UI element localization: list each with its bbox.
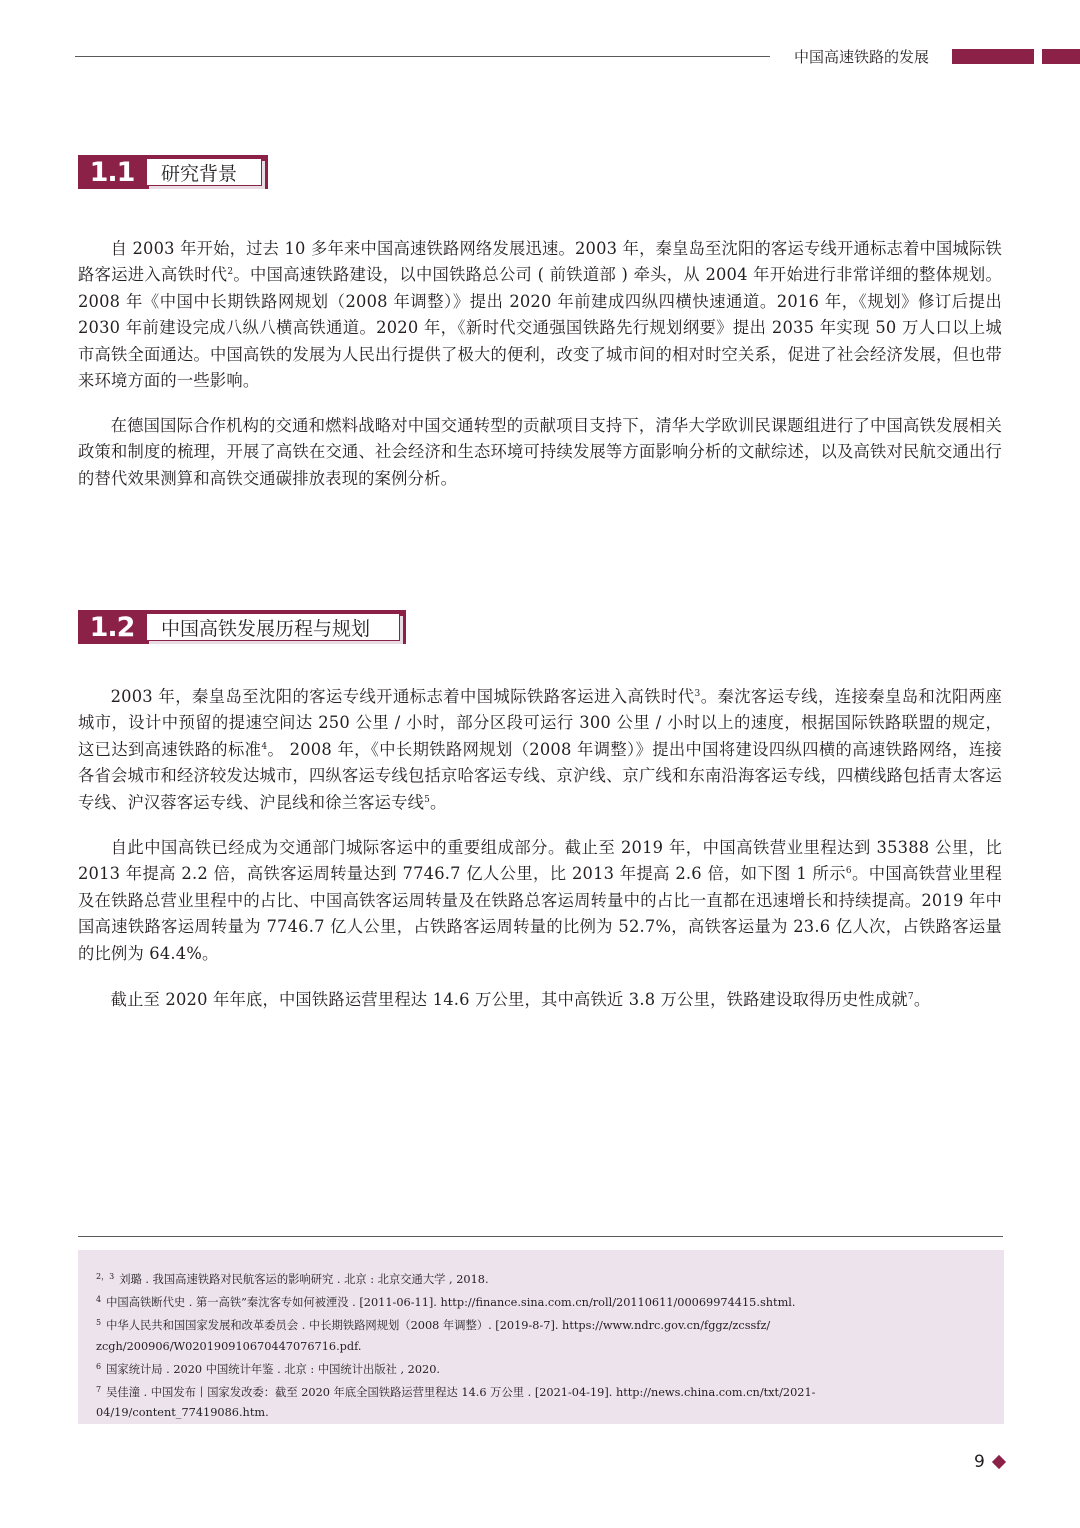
footnote-item-continuation: zcgh/200906/W020190910670447076716.pdf. (96, 1339, 362, 1353)
footnote-ref: 6 (845, 866, 852, 877)
footnote-ref: 5 (424, 794, 431, 805)
footnote-item: $^5$ 中华人民共和国国家发展和改革委员会 . 中长期铁路网规划（2008 年调整）. [2019-8-7]. https://www.ndrc.gov.cn/fggz/zcssfz/ (96, 1318, 771, 1333)
header-rule (75, 56, 770, 57)
section-title: 中国高铁发展历程与规划 (146, 613, 400, 641)
footnote-ref: 2 (227, 267, 234, 278)
running-header-title: 中国高速铁路的发展 (794, 48, 930, 66)
paragraph-1-1-a: 自 2003 年开始，过去 10 多年来中国高速铁路网络发展迅速。2003 年，秦皇岛至沈阳的客运专线开通标志着中国城际铁路客运进入高铁时代$^2$。中国高速铁路建设，以中国铁路总公司 ( 前铁道部 ) 牵头，从 2004 年开始进行非常详细的整体规划。2008 年《中国中长期铁路网规划（2008 年调整）》提出 2020 年前建成四纵四横快速通道。2016 年，《规划》修订后提出 2030 年前建设完成八纵八横高铁通道。2020 年，《新时代交通强国铁路先行规划纲要》提出 2035 年实现 50 万人口以上城市高铁全面通达。中国高铁的发展为人民出行提供了极大的便利，改变了城市间的相对时空关系，促进了社会经济发展，但也带来环境方面的一些影响。 (78, 239, 1002, 391)
section-number: 1.1 (78, 155, 146, 189)
section-title: 研究背景 (146, 158, 262, 186)
section-number: 1.2 (78, 610, 146, 644)
footnote-list (96, 1267, 976, 1423)
paragraph-1-2-c: 截止至 2020 年年底，中国铁路运营里程达 14.6 万公里，其中高铁近 3.8 万公里，铁路建设取得历史性成就$^7$。 (110, 990, 931, 1009)
header-accent-bar-small (1042, 49, 1080, 64)
footnote-item: $^{2,3}$ 刘璐 . 我国高速铁路对民航客运的影响研究 . 北京 : 北京交通大学 , 2018. (96, 1272, 489, 1286)
footnote-item: $^4$ 中国高铁断代史 . 第一高铁”秦沈客专如何被湮没 . [2011-06-11]. http://finance.sina.com.cn/roll/20110611/00069974415.shtml. (96, 1295, 796, 1310)
footnote-ref: 4 (261, 741, 268, 752)
page-number: 9 (974, 1452, 985, 1472)
diamond-icon (992, 1455, 1006, 1469)
footnote-item: $^6$ 国家统计局 . 2020 中国统计年鉴 . 北京 : 中国统计出版社 , 2020. (96, 1361, 441, 1376)
section-heading-1-2 (78, 610, 406, 644)
paragraph-1-2-a: 2003 年，秦皇岛至沈阳的客运专线开通标志着中国城际铁路客运进入高铁时代$^3$。秦沈客运专线，连接秦皇岛和沈阳两座城市，设计中预留的提速空间达 250 公里 / 小时，部分区段可运行 300 公里 / 小时以上的速度，根据国际铁路联盟的规定，这已达到高速铁路的标准$^4$。 2008 年，《中长期铁路网规划（2008 年调整）》提出中国将建设四纵四横的高速铁路网络，连接各省会城市和经济较发达城市，四纵客运专线包括京哈客运专线、京沪线、京广线和东南沿海客运专线，四横线路包括青太客运专线、沪汉蓉客运专线、沪昆线和徐兰客运专线$^5$。 (78, 687, 1002, 812)
footnote-ref: 3 (694, 689, 701, 699)
footnote-item: $^7$ 吴佳潼 . 中国发布丨国家发改委：截至 2020 年底全国铁路运营里程达 14.6 万公里 . [2021-04-19]. http://news.china.com.cn/txt/2021- (96, 1385, 816, 1400)
paragraph-1-1-b: 在德国国际合作机构的交通和燃料战略对中国交通转型的贡献项目支持下，清华大学欧训民课题组进行了中国高铁发展相关政策和制度的梳理，开展了高铁在交通、社会经济和生态环境可持续发展等方面影响分析的文献综述，以及高铁对民航交通出行的替代效果测算和高铁交通碳排放表现的案例分析。 (78, 416, 1002, 488)
footnote-ref: 7 (907, 992, 914, 1002)
footnote-item-continuation: 04/19/content_77419086.htm. (96, 1406, 269, 1420)
section-heading-1-1 (78, 155, 268, 189)
paragraph-1-2-b: 自此中国高铁已经成为交通部门城际客运中的重要组成部分。截止至 2019 年，中国高铁营业里程达到 35388 公里，比 2013 年提高 2.2 倍，高铁客运周转量达到 7746.7 亿人公里，比 2013 年提高 2.6 倍，如下图 1 所示$^6$。中国高铁营业里程及在铁路总营业里程中的占比、中国高铁客运周转量及在铁路总客运周转量中的占比一直都在迅速增长和持续提高。2019 年中国高速铁路客运周转量为 7746.7 亿人公里，占铁路客运周转量的比例为 52.7%，高铁客运量为 23.6 亿人次，占铁路客运量的比例为 64.4%。 (78, 838, 1002, 963)
footnote-rule (78, 1236, 1003, 1237)
header-accent-bar (952, 49, 1034, 64)
